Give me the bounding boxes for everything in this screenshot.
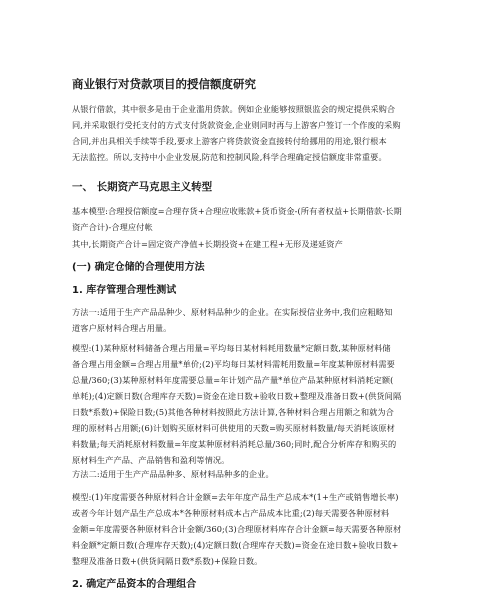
text-line: 无法监控。所以,支持中小企业发展,防范和控制风险,科学合理确定授信额度非常重要。 (72, 152, 387, 162)
text-line: 整理及准备日数+(供货间隔日数*系数)+保险日数。 (72, 556, 263, 566)
basic-model-paragraph (72, 203, 434, 235)
model-two-paragraph (72, 489, 434, 569)
text-line: 模型:(1)年度需要各种原材料合计金额=去年年度产品生产总成本*(1+生产或销售增长率) (72, 492, 399, 502)
long-term-assets-paragraph: 其中,长期资产合计=固定资产净值+长期投资+在建工程+无形及递延资产 (72, 239, 343, 249)
text-line: 理的原材料占用额;(6)计划购买原材料可供使用的天数=购买原材料数量/每天消耗该原材 (72, 423, 395, 433)
text-line: 合同,并出具相关手续等手段,要求上游客户将贷款资金直接转付给挪用的用途,银行根本 (72, 136, 387, 146)
text-line: 资产合计)-合理应付帐 (72, 222, 153, 232)
text-line: 同,并采取银行受托支付的方式支付货款资金,企业则同时再与上游客户签订一个作废的采购 (72, 120, 401, 130)
model-one-paragraph (72, 340, 434, 468)
text-line: 模型:(1)某种原材料储备合理占用量=平均每日某材料耗用数量*定额日数,某种原材料储 (72, 343, 391, 353)
subsubsection-heading-1-1: 1. 库存管理合理性测试 (72, 285, 177, 296)
text-line: 方法一:适用于生产产品品种少、原材料品种少的企业。在实际授信业务中,我们应粗略知 (72, 307, 393, 317)
text-line: 金额=年度需要各种原材料合计金额/360;(3)合理原材料库存合计金额=每天需要各种原材 (72, 524, 402, 534)
text-line: 基本模型:合理授信额度=合理存货+合理应收账款+货币资金-(所有者权益+长期借款-长期 (72, 206, 402, 216)
method-one-paragraph (72, 304, 434, 336)
text-line: 从银行借款，其中很多是由于企业滥用贷款。例如企业能够按照银监会的规定提供采购合 (72, 104, 396, 114)
intro-paragraph (72, 101, 434, 165)
text-line: 道客户原材料合理占用量。 (72, 323, 172, 333)
text-line: 料金额*定额日数(合理库存天数);(4)定额日数(合理库存天数)=资金在途日数+验收日数+ (72, 540, 399, 550)
method-two-paragraph: 方法二:适用于生产产品品种多、原材料品种多的企业。 (72, 469, 274, 479)
text-line: 备合理占用金额=合理占用量*单价;(2)平均每日某材料需耗用数量=年度某种原材料需要 (72, 359, 395, 369)
text-line: 料数量;每天消耗原材料数量=年度某种原材料消耗总量/360;同时,配合分析库存和购买的 (72, 439, 397, 449)
section-heading-1: 一、 长期资产马克思主义转型 (72, 181, 213, 193)
document-title: 商业银行对贷款项目的授信额度研究 (72, 77, 256, 91)
text-line: 总量/360;(3)某种原材料年度需要总量=年计划产品产量*单位产品某种原材料消耗定额( (72, 375, 394, 385)
text-line: 原材料生产产品、产品销售和盈利等情况。 (72, 455, 230, 465)
section-heading-2: 2. 确定产品资本的合理组合 (72, 579, 197, 590)
text-line: 日数*系数)+保险日数;(5)其他各种材料按照此方法计算,各种材料合理占用额之和就为合 (72, 407, 394, 417)
subsection-heading-1: (一) 确定仓储的合理使用方法 (72, 262, 205, 273)
text-line: 单耗);(4)定额日数(合理库存天数)=资金在途日数+验收日数+整理及准备日数+(供货间隔 (72, 391, 402, 401)
text-line: 或者今年计划产品生产总成本*各种原材料成本占产品成本比重;(2)每天需要各种原材料 (72, 508, 390, 518)
